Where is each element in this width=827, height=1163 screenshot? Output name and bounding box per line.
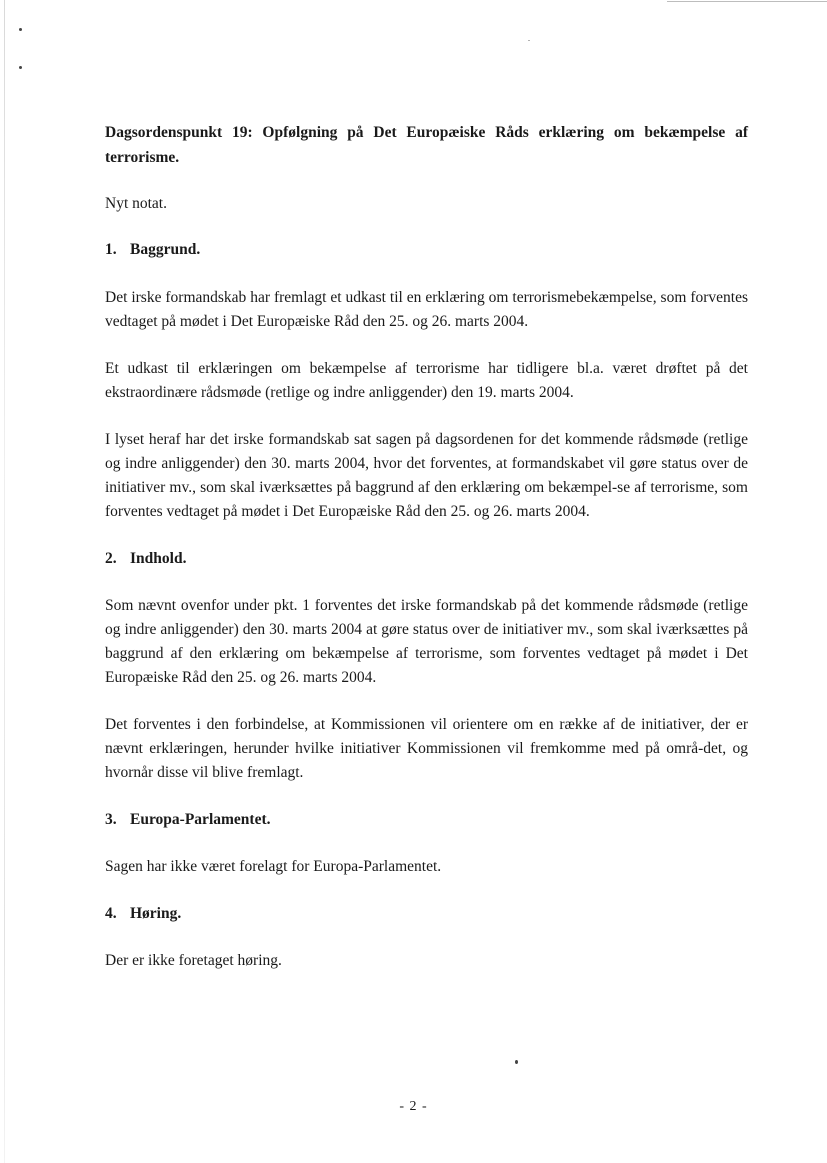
section-heading-background: [105, 238, 748, 262]
scan-speck: [19, 28, 22, 31]
section-heading-parliament: [105, 808, 748, 832]
scan-speck: [528, 40, 530, 41]
section-title: Høring.: [130, 905, 182, 922]
section-number: 2.: [105, 550, 117, 567]
agenda-title: Dagsordenspunkt 19: Opfølgning på Det Europæiske Råds erklæring om bekæmpelse af terrorisme.: [105, 124, 748, 166]
scan-speck: [19, 66, 22, 69]
section-number: 1.: [105, 241, 117, 258]
scan-edge: [4, 0, 5, 1163]
paragraph: Sagen har ikke været forelagt for Europa-Parlamentet.: [105, 858, 442, 875]
section-heading-consultation: [105, 902, 748, 926]
paragraph: I lyset heraf har det irske formandskab sat sagen på dagsordenen for det kommende rådsmøde (retlige og indre anliggender) den 30. marts 2004, hvor det forventes, at formandskabet vil gøre status over de initiativer mv., som skal iværksættes på baggrund af den erklæring om bekæmpel-se af terrorisme, som forventes vedtaget på mødet i Det Europæiske Råd den 25. og 26. marts 2004.: [105, 431, 748, 520]
paragraph: Et udkast til erklæringen om bekæmpelse af terrorisme har tidligere bl.a. været drøftet på det ekstraordinære rådsmøde (retlige og indre anliggender) den 19. marts 2004.: [105, 360, 748, 401]
document-body: [105, 120, 748, 973]
section-title: Indhold.: [130, 550, 187, 567]
section-title: Europa-Parlamentet.: [130, 811, 271, 828]
note-text: Nyt notat.: [105, 195, 167, 212]
section-number: 3.: [105, 811, 117, 828]
paragraph: Det irske formandskab har fremlagt et udkast til en erklæring om terrorismebekæmpelse, som forventes vedtaget på mødet i Det Europæiske Råd den 25. og 26. marts 2004.: [105, 289, 748, 330]
paragraph: Som nævnt ovenfor under pkt. 1 forventes det irske formandskab på det kommende rådsmøde (retlige og indre anliggender) den 30. marts 2004 at gøre status over de initiativer mv., som skal iværksættes på baggrund af den erklæring om bekæmpelse af terrorisme, som forventes vedtaget på mødet i Det Europæiske Råd den 25. og 26. marts 2004.: [105, 597, 748, 686]
paragraph: Der er ikke foretaget høring.: [105, 952, 282, 969]
paragraph: Det forventes i den forbindelse, at Kommissionen vil orientere om en række af de initiativer, der er nævnt erklæringen, herunder hvilke initiativer Kommissionen vil fremkomme med på områ-det, og hvornår disse vil blive fremlagt.: [105, 716, 748, 781]
page-number: - 2 -: [399, 1099, 428, 1114]
scan-speck: [515, 1060, 518, 1064]
section-number: 4.: [105, 905, 117, 922]
section-title: Baggrund.: [130, 241, 201, 258]
scan-line: [667, 1, 827, 2]
section-heading-content: [105, 547, 748, 571]
